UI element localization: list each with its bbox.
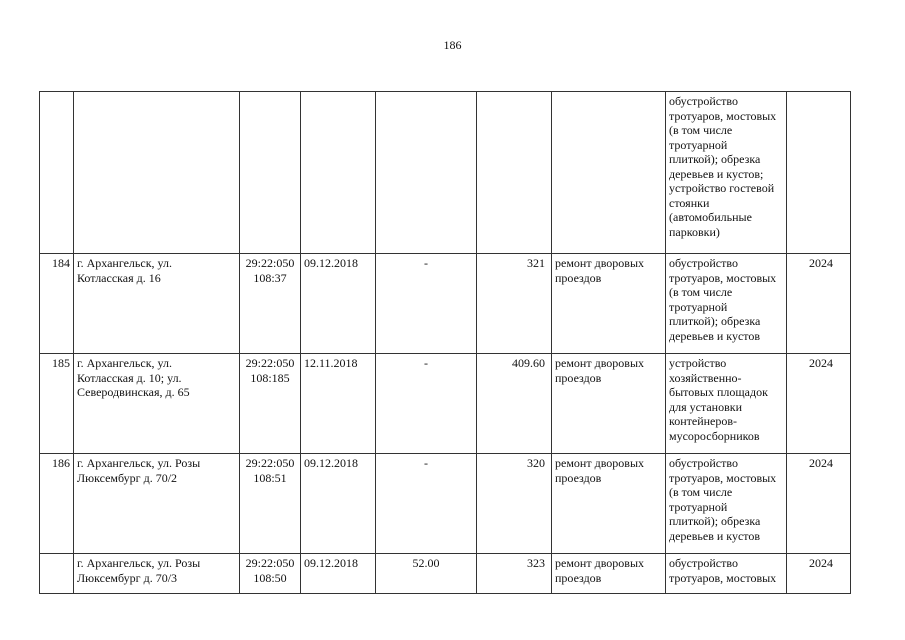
work-type-cell bbox=[552, 354, 666, 454]
table-row bbox=[40, 354, 851, 454]
cell-line: тротуарной bbox=[669, 137, 728, 152]
cadastral-number-cell bbox=[240, 354, 301, 454]
cell-line: деревьев и кустов bbox=[669, 328, 761, 343]
extra-work-cell bbox=[666, 254, 787, 354]
date-cell: 12.11.2018 bbox=[301, 354, 376, 454]
cell-line: тротуаров, мостовых bbox=[669, 470, 777, 485]
cell-line: Люксембург д. 70/3 bbox=[77, 570, 178, 585]
registry-table bbox=[39, 91, 851, 594]
cell-line: 29:22:050 bbox=[245, 456, 295, 470]
cell-line: Котласская д. 10; ул. bbox=[77, 370, 182, 385]
value-cell: - bbox=[376, 254, 477, 354]
cell-line: Северодвинская, д. 65 bbox=[77, 385, 190, 399]
cell-line: парковки) bbox=[669, 224, 720, 239]
cell-line: обустройство bbox=[669, 256, 738, 270]
cadastral-number-cell bbox=[240, 92, 301, 254]
cell-line: устройство bbox=[669, 356, 727, 370]
area-cell bbox=[477, 92, 552, 254]
cell-line: Люксембург д. 70/2 bbox=[77, 470, 178, 485]
row-number-cell: 186 bbox=[40, 454, 74, 554]
cell-line: проездов bbox=[555, 470, 602, 485]
address-cell bbox=[74, 254, 240, 354]
year-cell bbox=[787, 92, 851, 254]
work-type-cell bbox=[552, 92, 666, 254]
cell-line: стоянки bbox=[669, 195, 710, 210]
value-cell bbox=[376, 92, 477, 254]
cell-line: проездов bbox=[555, 570, 602, 585]
cell-line: (в том числе bbox=[669, 485, 733, 499]
table-body bbox=[40, 92, 851, 594]
cell-line: (автомобильные bbox=[669, 210, 752, 224]
cell-line: Котласская д. 16 bbox=[77, 270, 161, 285]
table-row bbox=[40, 454, 851, 554]
year-cell: 2024 bbox=[787, 254, 851, 354]
cell-line: деревьев и кустов; bbox=[669, 166, 764, 181]
cell-line: (в том числе bbox=[669, 123, 733, 137]
address-cell bbox=[74, 454, 240, 554]
cell-line: г. Архангельск, ул. Розы bbox=[77, 556, 201, 570]
cell-line: обустройство bbox=[669, 94, 738, 108]
work-type-cell bbox=[552, 554, 666, 594]
page-number: 186 bbox=[443, 38, 462, 52]
cell-line: обустройство bbox=[669, 556, 738, 570]
cell-line: проездов bbox=[555, 270, 602, 285]
address-cell bbox=[74, 354, 240, 454]
cell-line: 108:51 bbox=[253, 470, 287, 485]
value-cell: - bbox=[376, 454, 477, 554]
cell-line: г. Архангельск, ул. bbox=[77, 256, 172, 270]
cell-line: г. Архангельск, ул. bbox=[77, 356, 172, 370]
area-cell: 409.60 bbox=[477, 354, 552, 454]
cell-line: тротуарной bbox=[669, 499, 728, 514]
row-number-cell bbox=[40, 92, 74, 254]
value-cell: - bbox=[376, 354, 477, 454]
table-row bbox=[40, 554, 851, 594]
cell-line: проездов bbox=[555, 370, 602, 385]
cell-line: устройство гостевой bbox=[669, 181, 775, 195]
date-cell bbox=[301, 92, 376, 254]
cell-line: хозяйственно- bbox=[669, 370, 742, 385]
cell-line: г. Архангельск, ул. Розы bbox=[77, 456, 201, 470]
work-type-cell bbox=[552, 454, 666, 554]
table-row bbox=[40, 254, 851, 354]
cell-line: мусоросборников bbox=[669, 428, 760, 443]
value-cell: 52.00 bbox=[376, 554, 477, 594]
cell-line: 108:185 bbox=[250, 370, 290, 385]
cadastral-number-cell bbox=[240, 254, 301, 354]
cadastral-number-cell bbox=[240, 454, 301, 554]
table-row bbox=[40, 92, 851, 254]
cell-line: плиткой); обрезка bbox=[669, 152, 761, 166]
cell-line: 108:37 bbox=[253, 270, 287, 285]
date-cell: 09.12.2018 bbox=[301, 254, 376, 354]
year-cell: 2024 bbox=[787, 454, 851, 554]
cell-line: тротуаров, мостовых bbox=[669, 108, 777, 123]
extra-work-cell bbox=[666, 92, 787, 254]
work-type-cell bbox=[552, 254, 666, 354]
cell-line: плиткой); обрезка bbox=[669, 314, 761, 328]
row-number-cell bbox=[40, 554, 74, 594]
cell-line: плиткой); обрезка bbox=[669, 514, 761, 528]
extra-work-cell bbox=[666, 354, 787, 454]
date-cell: 09.12.2018 bbox=[301, 454, 376, 554]
cell-line: тротуаров, мостовых bbox=[669, 270, 777, 285]
cell-line: тротуаров, мостовых bbox=[669, 570, 777, 585]
cell-line: ремонт дворовых bbox=[555, 256, 645, 270]
cell-line: для установки bbox=[669, 399, 742, 414]
cell-line: 108:50 bbox=[253, 570, 287, 585]
address-cell bbox=[74, 554, 240, 594]
cell-line: ремонт дворовых bbox=[555, 356, 645, 370]
cell-line: 29:22:050 bbox=[245, 256, 295, 270]
extra-work-cell bbox=[666, 554, 787, 594]
cell-line: тротуарной bbox=[669, 299, 728, 314]
address-cell bbox=[74, 92, 240, 254]
year-cell: 2024 bbox=[787, 354, 851, 454]
row-number-cell: 184 bbox=[40, 254, 74, 354]
cell-line: 29:22:050 bbox=[245, 556, 295, 570]
area-cell: 321 bbox=[477, 254, 552, 354]
year-cell: 2024 bbox=[787, 554, 851, 594]
cell-line: 29:22:050 bbox=[245, 356, 295, 370]
cadastral-number-cell bbox=[240, 554, 301, 594]
date-cell: 09.12.2018 bbox=[301, 554, 376, 594]
cell-line: деревьев и кустов bbox=[669, 528, 761, 543]
cell-line: ремонт дворовых bbox=[555, 556, 645, 570]
area-cell: 323 bbox=[477, 554, 552, 594]
cell-line: обустройство bbox=[669, 456, 738, 470]
area-cell: 320 bbox=[477, 454, 552, 554]
cell-line: бытовых площадок bbox=[669, 385, 768, 399]
cell-line: ремонт дворовых bbox=[555, 456, 645, 470]
row-number-cell: 185 bbox=[40, 354, 74, 454]
cell-line: (в том числе bbox=[669, 285, 733, 299]
cell-line: контейнеров- bbox=[669, 414, 738, 428]
extra-work-cell bbox=[666, 454, 787, 554]
